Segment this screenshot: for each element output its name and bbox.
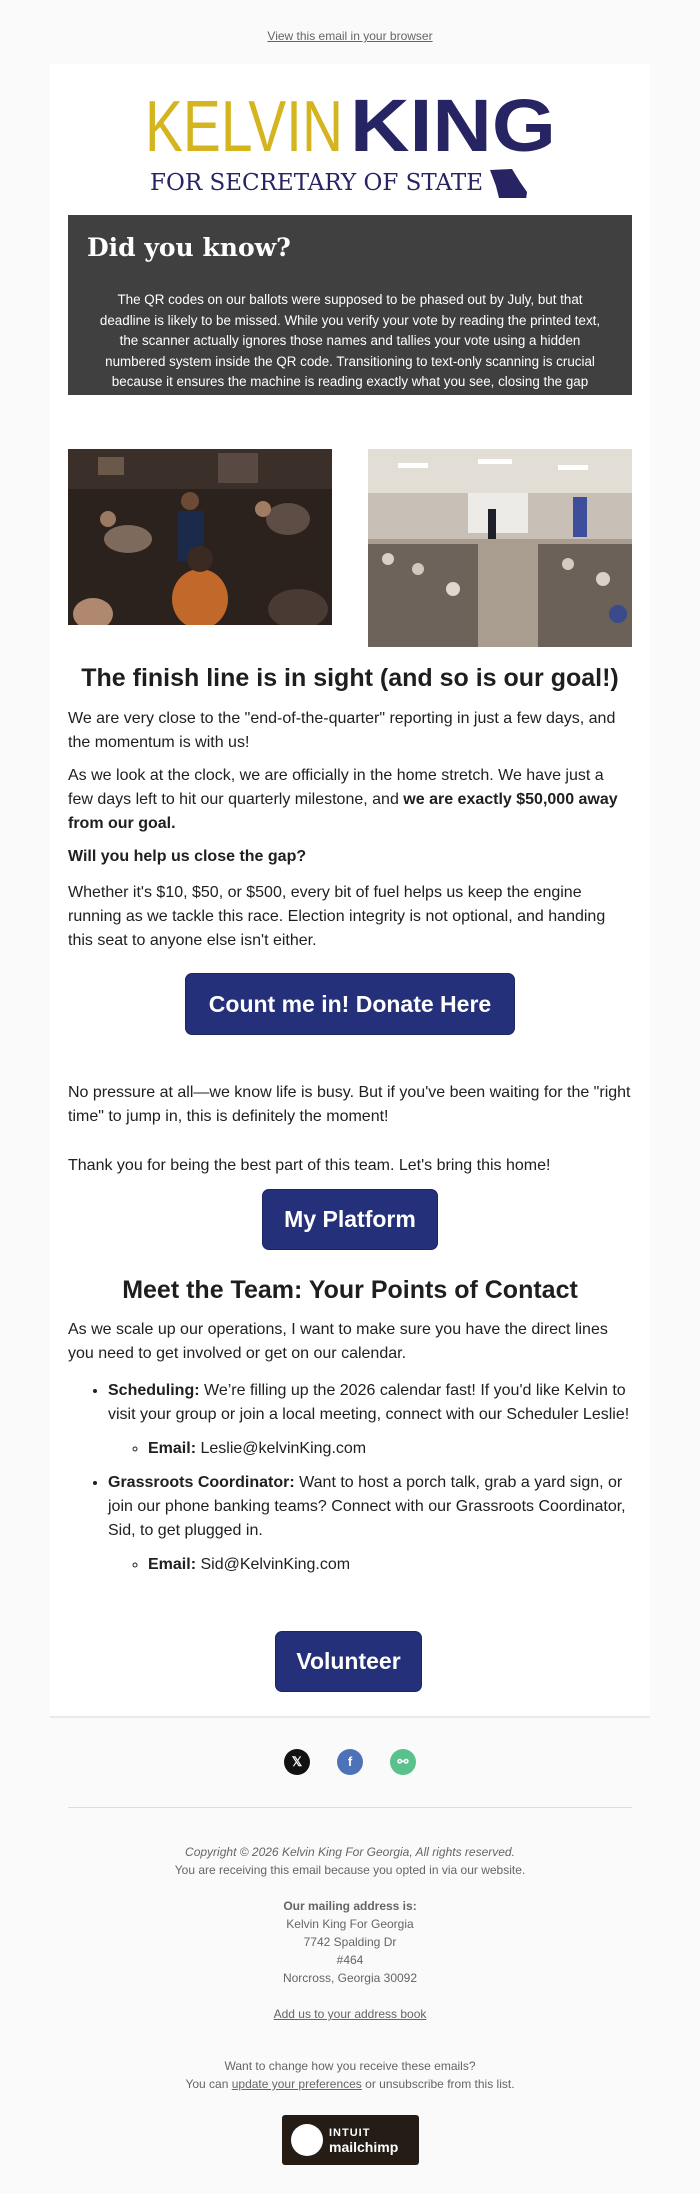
x-twitter-icon[interactable]: 𝕏	[284, 1749, 310, 1775]
mailchimp-badge-top: INTUIT	[329, 2127, 371, 2139]
footer-address	[0, 1897, 700, 1987]
contact-sublist	[108, 1437, 632, 1461]
contact-role: Grassroots Coordinator:	[108, 1474, 295, 1491]
change-preferences-line	[0, 2075, 700, 2093]
paragraph-2	[68, 764, 632, 836]
did-you-know-box	[68, 215, 632, 410]
opt-in-reason: You are receiving this email because you opted in via our website.	[174, 1863, 526, 1877]
top-bar	[0, 0, 700, 64]
did-you-know-title: Did you know?	[87, 233, 291, 262]
mailing-address-label: Our mailing address is:	[283, 1899, 417, 1913]
footer-address-book	[0, 2005, 700, 2023]
footer-legal	[0, 1843, 700, 1879]
address-line: #464	[336, 1953, 364, 1967]
georgia-state-icon	[490, 169, 527, 198]
website-link-icon[interactable]: ⚯	[390, 1749, 416, 1775]
list-item	[108, 1471, 632, 1577]
team-contact-list	[68, 1379, 632, 1587]
footer-preferences	[0, 2057, 700, 2093]
mailchimp-badge-bottom: mailchimp	[329, 2139, 399, 2155]
did-you-know-body: The QR codes on our ballots were supposed to be phased out by July, but that deadline is likely to be missed. While you verify your vote by reading the printed text, the scanner actually ignores those names and tallies your vote using a hidden numbered system inside the QR code. Transitioning to text-only scanning is crucial because it ensures the machine is reading exactly what you see, closing the gap between voter intent and the final count.	[99, 292, 601, 410]
view-in-browser-link[interactable]: View this email in your browser	[267, 29, 433, 43]
address-line: Kelvin King For Georgia	[286, 1917, 414, 1931]
campaign-logo	[140, 88, 560, 198]
contact-email[interactable]: Sid@KelvinKing.com	[196, 1556, 351, 1573]
contact-description: We’re filling up the 2026 calendar fast! If you'd like Kelvin to visit your group or join a local meeting, connect with our Scheduler Leslie!	[108, 1382, 630, 1423]
update-preferences-link[interactable]: update your preferences	[231, 2077, 362, 2091]
volunteer-button[interactable]: Volunteer	[275, 1631, 422, 1692]
call-to-action-question: Will you help us close the gap?	[68, 848, 307, 865]
paragraph-1: We are very close to the "end-of-the-quarter" reporting in just a few days, and the momentum is with us!	[68, 710, 616, 751]
footer-divider	[68, 1807, 632, 1808]
unsubscribe-text: or unsubscribe from this list.	[361, 2077, 515, 2091]
donate-button[interactable]: Count me in! Donate Here	[185, 973, 515, 1035]
card-bottom-divider	[50, 1716, 650, 1718]
mailchimp-badge[interactable]	[282, 2115, 419, 2165]
team-headline: Meet the Team: Your Points of Contact	[122, 1276, 578, 1304]
paragraph-2-goal: we are exactly $50,000 away from our goal.	[68, 791, 618, 832]
paragraph-2-text: As we look at the clock, we are officially in the home stretch. We have just a few days left to hit our quarterly milestone, and	[68, 767, 604, 808]
main-headline: The finish line is in sight (and so is our goal!)	[81, 664, 619, 692]
address-line: Norcross, Georgia 30092	[282, 1971, 418, 1985]
preferences-text: You can	[185, 2077, 232, 2091]
facebook-icon[interactable]: f	[337, 1749, 363, 1775]
my-platform-button[interactable]: My Platform	[262, 1189, 438, 1250]
logo-first-name: KELVIN	[145, 88, 343, 167]
add-to-address-book-link[interactable]: Add us to your address book	[273, 2007, 427, 2021]
email-label: Email:	[148, 1440, 197, 1457]
email-card	[50, 64, 650, 1716]
contact-sublist	[108, 1553, 632, 1577]
event-photo-restaurant	[68, 449, 332, 625]
paragraph-5: No pressure at all—we know life is busy. But if you've been waiting for the "right time" to jump in, this is definitely the moment!	[68, 1084, 631, 1125]
list-item	[148, 1437, 632, 1461]
logo-tagline: FOR SECRETARY OF STATE	[150, 170, 483, 196]
change-preferences-question: Want to change how you receive these emails?	[224, 2059, 476, 2073]
email-label: Email:	[148, 1556, 197, 1573]
mailchimp-logo-icon	[291, 2124, 323, 2156]
paragraph-6: Thank you for being the best part of this team. Let's bring this home!	[68, 1157, 551, 1174]
contact-role: Scheduling:	[108, 1382, 200, 1399]
list-item	[108, 1379, 632, 1461]
team-intro: As we scale up our operations, I want to make sure you have the direct lines you need to get involved or get on our calendar.	[68, 1321, 608, 1362]
event-photo-town-hall	[368, 449, 632, 647]
copyright-text: Copyright © 2026 Kelvin King For Georgia, All rights reserved.	[185, 1845, 515, 1859]
contact-email[interactable]: Leslie@kelvinKing.com	[196, 1440, 367, 1457]
list-item	[148, 1553, 632, 1577]
contact-description: Want to host a porch talk, grab a yard sign, or join our phone banking teams? Connect with our Grassroots Coordinator, Sid, to get plugged in.	[108, 1474, 626, 1539]
paragraph-4: Whether it's $10, $50, or $500, every bit of fuel helps us keep the engine running as we tackle this race. Election integrity is not optional, and handing this seat to anyone else isn't either.	[68, 884, 606, 949]
address-line: 7742 Spalding Dr	[303, 1935, 397, 1949]
logo-last-name: KING	[350, 88, 556, 167]
